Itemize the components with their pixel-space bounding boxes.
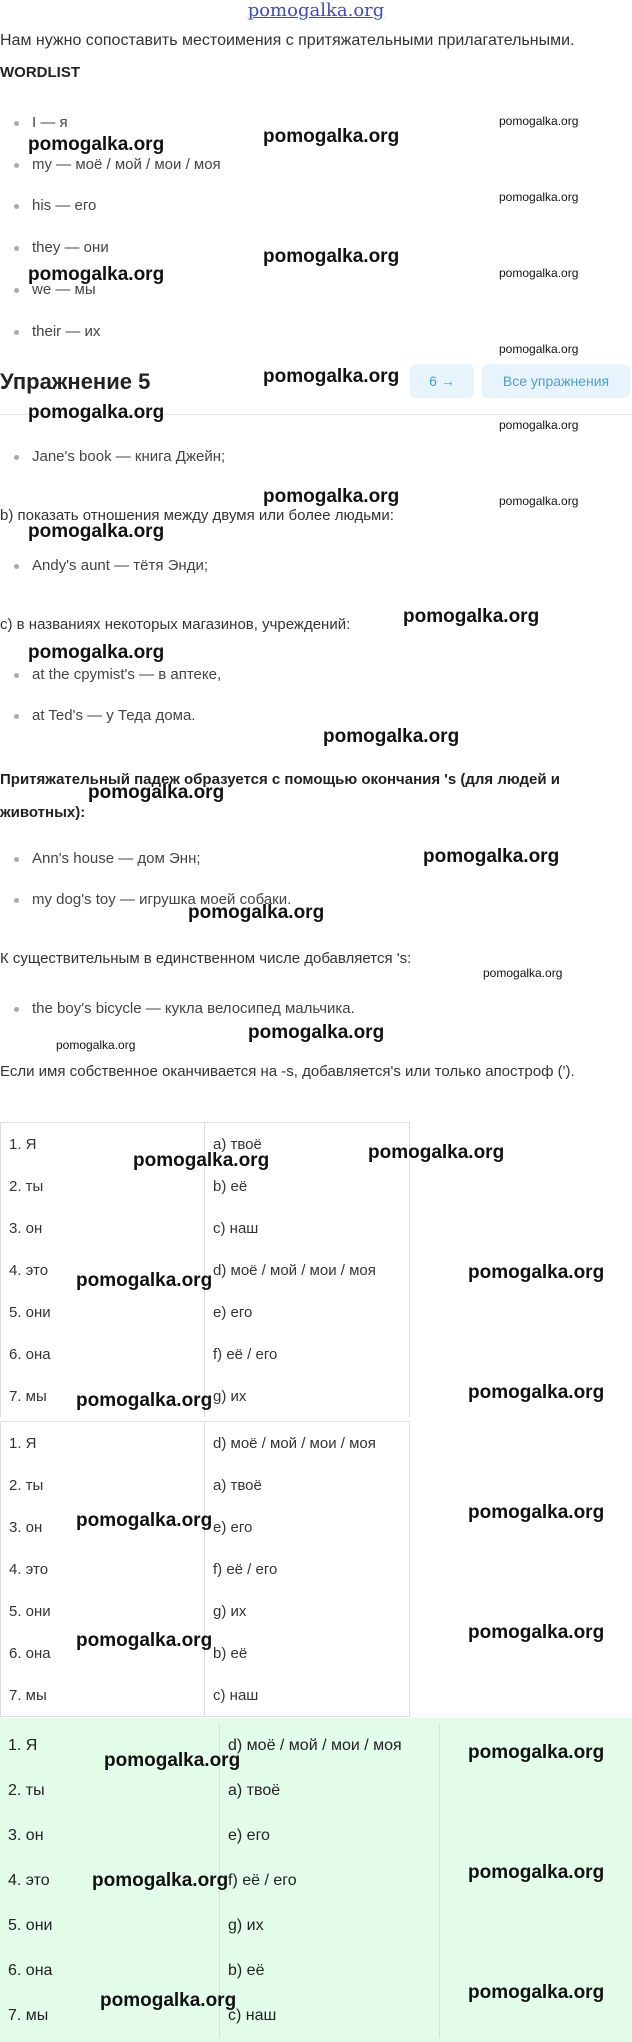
watermark: pomogalka.org	[92, 1870, 229, 1891]
watermark: pomogalka.org	[104, 1750, 241, 1771]
table-cell: 7. мы	[0, 1993, 220, 2038]
watermark: pomogalka.org	[263, 366, 400, 387]
bullet-icon	[14, 246, 19, 251]
table-row	[0, 1768, 440, 1813]
table-row	[0, 1903, 440, 1948]
table-cell: 2. ты	[1, 1165, 205, 1207]
wordlist-title: WORDLIST	[0, 64, 80, 81]
table-cell: f) её / его	[220, 1858, 440, 1903]
watermark: pomogalka.org	[28, 402, 165, 423]
watermark: pomogalka.org	[468, 1622, 605, 1643]
table-cell: d) моё / мой / мои / моя	[205, 1249, 410, 1291]
table-cell: 7. мы	[1, 1375, 205, 1417]
wordlist-item: they — они	[32, 239, 109, 256]
wordlist-item: we — мы	[32, 281, 96, 298]
table-cell: f) её / его	[205, 1333, 410, 1375]
theory-item: Andy's aunt — тётя Энди;	[32, 557, 208, 574]
bullet-icon	[14, 455, 19, 460]
table-cell: a) твоё	[220, 1768, 440, 1813]
bullet-icon	[14, 673, 19, 678]
table-row	[1, 1422, 410, 1465]
table-cell: 4. это	[1, 1548, 205, 1590]
table-cell: e) его	[205, 1506, 410, 1548]
table-cell: 3. он	[1, 1207, 205, 1249]
next-exercise-button[interactable]: 6 →	[410, 364, 474, 398]
table-cell: 3. он	[0, 1813, 220, 1858]
theory-paragraph: b) показать отношения между двумя или более людьми:	[0, 507, 394, 524]
table-cell: d) моё / мой / мои / моя	[205, 1422, 410, 1465]
table-row	[0, 1948, 440, 1993]
theory-paragraph: c) в названиях некоторых магазинов, учреждений:	[0, 616, 351, 633]
watermark: pomogalka.org	[263, 126, 400, 147]
table-cell: 7. мы	[1, 1674, 205, 1717]
exercise-title: Упражнение 5	[0, 369, 151, 394]
wordlist-item: their — их	[32, 323, 100, 340]
site-logo[interactable]: pomogalka.org	[247, 0, 385, 21]
bullet-icon	[14, 1007, 19, 1012]
watermark: pomogalka.org	[76, 1510, 213, 1531]
pairs-table-matched	[0, 1421, 410, 1717]
bullet-icon	[14, 330, 19, 335]
table-cell: 5. они	[1, 1291, 205, 1333]
watermark: pomogalka.org	[188, 902, 325, 923]
watermark: pomogalka.org	[468, 1262, 605, 1283]
theory-bold-paragraph: Притяжательный падеж образуется с помощью окончания 's (для людей и животных):	[0, 771, 560, 821]
watermark: pomogalka.org	[499, 418, 579, 432]
table-cell: b) её	[205, 1632, 410, 1674]
watermark: pomogalka.org	[263, 486, 400, 507]
theory-item: at the срymist's — в аптеке,	[32, 666, 221, 683]
watermark: pomogalka.org	[76, 1390, 213, 1411]
watermark: pomogalka.org	[88, 782, 225, 803]
table-cell: 3. он	[1, 1506, 205, 1548]
table-row	[0, 1813, 440, 1858]
watermark: pomogalka.org	[499, 190, 579, 204]
watermark: pomogalka.org	[483, 966, 563, 980]
table-row	[1, 1291, 410, 1333]
watermark: pomogalka.org	[248, 1022, 385, 1043]
table-cell: 4. это	[0, 1858, 220, 1903]
table-row	[1, 1333, 410, 1375]
table-cell: 5. они	[0, 1903, 220, 1948]
watermark: pomogalka.org	[499, 494, 579, 508]
table-cell: d) моё / мой / мои / моя	[220, 1723, 440, 1768]
table-row	[1, 1207, 410, 1249]
watermark: pomogalka.org	[263, 246, 400, 267]
bullet-icon	[14, 564, 19, 569]
wordlist-item: I — я	[32, 114, 68, 131]
table-cell: e) его	[205, 1291, 410, 1333]
watermark: pomogalka.org	[468, 1862, 605, 1883]
bullet-icon	[14, 714, 19, 719]
table-cell: c) наш	[205, 1207, 410, 1249]
theory-paragraph: Если имя собственное оканчивается на -s, добавляется's или только апостроф (').	[0, 1063, 575, 1080]
watermark: pomogalka.org	[76, 1270, 213, 1291]
watermark: pomogalka.org	[323, 726, 460, 747]
all-exercises-button[interactable]: Все упражнения	[482, 364, 630, 398]
table-cell: c) наш	[205, 1674, 410, 1717]
bullet-icon	[14, 163, 19, 168]
table-cell: 2. ты	[1, 1464, 205, 1506]
watermark: pomogalka.org	[28, 642, 165, 663]
table-cell: 6. она	[1, 1632, 205, 1674]
bullet-icon	[14, 204, 19, 209]
table-row	[1, 1674, 410, 1717]
table-cell: 2. ты	[0, 1768, 220, 1813]
table-cell: 1. Я	[0, 1723, 220, 1768]
watermark: pomogalka.org	[468, 1742, 605, 1763]
theory-item: Ann's house — дом Энн;	[32, 850, 201, 867]
table-cell: c) наш	[220, 1993, 440, 2038]
table-cell: 1. Я	[1, 1422, 205, 1465]
watermark: pomogalka.org	[499, 114, 579, 128]
bullet-icon	[14, 121, 19, 126]
theory-item: my dog's toy — игрушка моей собаки.	[32, 891, 291, 908]
watermark: pomogalka.org	[368, 1142, 505, 1163]
table-cell: 4. это	[1, 1249, 205, 1291]
table-cell: b) её	[220, 1948, 440, 1993]
table-cell: f) её / его	[205, 1548, 410, 1590]
theory-item: at Ted's — у Теда дома.	[32, 707, 195, 724]
table-cell: b) её	[205, 1165, 410, 1207]
table-cell: a) твоё	[205, 1464, 410, 1506]
watermark: pomogalka.org	[468, 1502, 605, 1523]
table-cell: e) его	[220, 1813, 440, 1858]
watermark: pomogalka.org	[468, 1982, 605, 2003]
bullet-icon	[14, 288, 19, 293]
table-cell: g) их	[205, 1590, 410, 1632]
watermark: pomogalka.org	[468, 1382, 605, 1403]
watermark: pomogalka.org	[423, 846, 560, 867]
table-cell: 1. Я	[1, 1123, 205, 1166]
bullet-icon	[14, 898, 19, 903]
watermark: pomogalka.org	[133, 1150, 270, 1171]
table-row	[1, 1464, 410, 1506]
watermark: pomogalka.org	[28, 134, 165, 155]
wordlist-item: his — его	[32, 197, 96, 214]
watermark: pomogalka.org	[28, 521, 165, 542]
table-cell: g) их	[205, 1375, 410, 1417]
table-cell: 5. они	[1, 1590, 205, 1632]
table-cell: g) их	[220, 1903, 440, 1948]
table-cell: a) твоё	[205, 1123, 410, 1166]
wordlist-item: my — моё / мой / мои / моя	[32, 156, 221, 173]
watermark: pomogalka.org	[499, 266, 579, 280]
table-cell: 6. она	[1, 1333, 205, 1375]
table-row	[1, 1548, 410, 1590]
theory-paragraph: К существительным в единственном числе добавляется 's:	[0, 950, 412, 967]
intro-text: Нам нужно сопоставить местоимения с притяжательными прилагательными.	[0, 32, 575, 49]
table-cell: 6. она	[0, 1948, 220, 1993]
theory-item: Jane's book — книга Джейн;	[32, 448, 225, 465]
theory-item: the boy's bicycle — кукла велосипед мальчика.	[32, 1000, 355, 1017]
watermark: pomogalka.org	[499, 342, 579, 356]
watermark: pomogalka.org	[76, 1630, 213, 1651]
table-row	[1, 1590, 410, 1632]
watermark: pomogalka.org	[28, 264, 165, 285]
watermark: pomogalka.org	[100, 1990, 237, 2011]
bullet-icon	[14, 857, 19, 862]
watermark: pomogalka.org	[56, 1038, 136, 1052]
watermark: pomogalka.org	[403, 606, 540, 627]
